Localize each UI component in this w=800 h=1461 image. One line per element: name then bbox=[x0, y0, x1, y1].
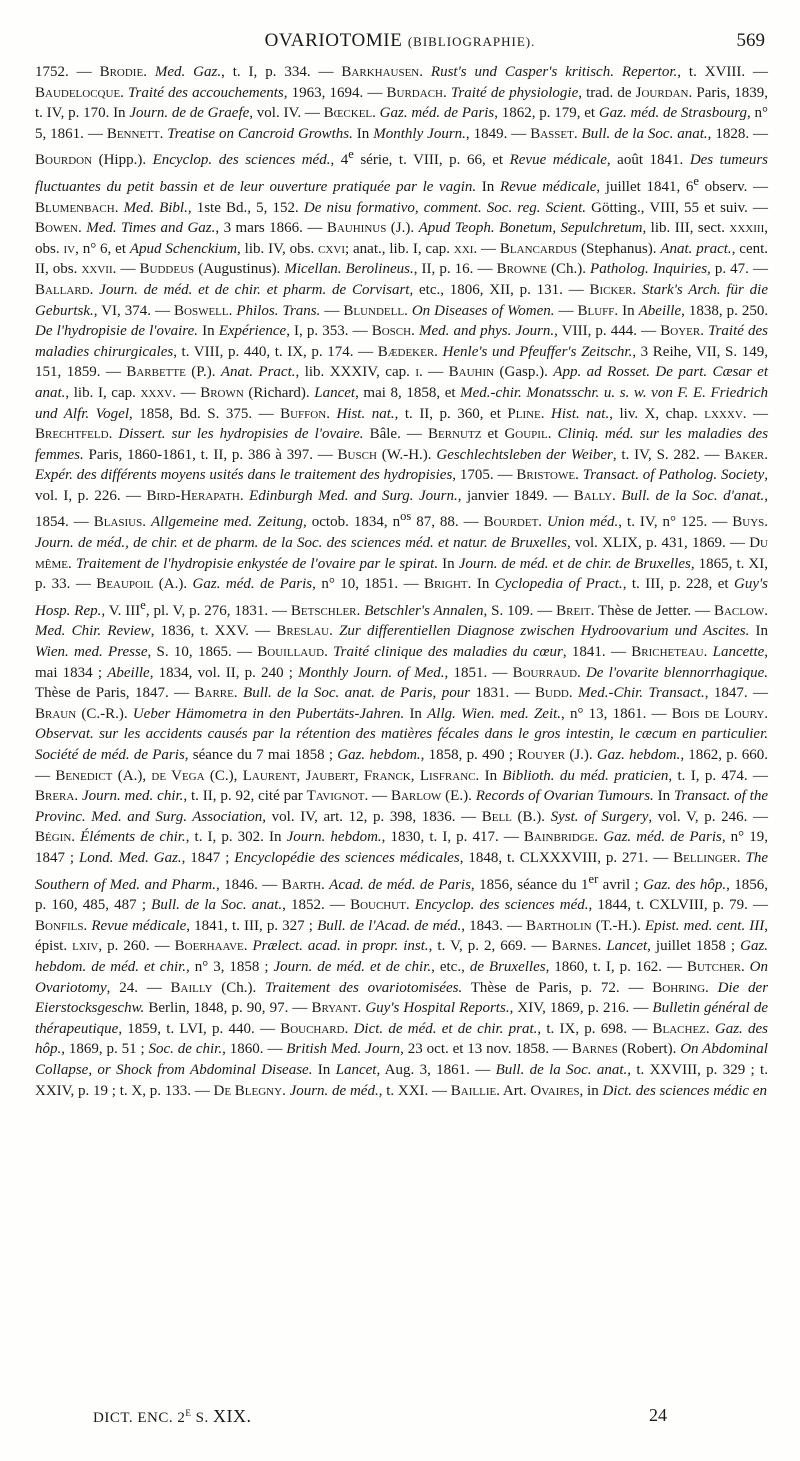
running-title bbox=[35, 30, 765, 52]
footer-volume: DICT. ENC. 2e S. XIX. bbox=[93, 1405, 252, 1426]
title-text: OVARIOTOMIE bbox=[264, 30, 403, 51]
page-number: 569 bbox=[736, 30, 765, 51]
bibliography-text: 1752. — Brodie. Med. Gaz., t. I, p. 334. — Barkhausen. Rust's und Casper's kritisch. Repertor., t. XVIII. — Baudelocque. Traité des accouchements, 1963, 1694. — Burdach. Traité de physiologie, trad. de Jourdan. Paris, 1839, t. IV, p. 170. In Journ. de de Graefe, vol. IV. — Bœckel. Gaz. méd. de Paris, 1862, p. 179, et Gaz. méd. de Strasbourg, n° 5, 1861. — Bennett. Treatise on Cancroid Growths. In Monthly Journ., 1849. — Basset. Bull. de la Soc. anat., 1828. — Bourdon (Hipp.). Encyclop. des sciences méd., 4e série, t. VIII, p. 66, et Revue médicale, août 1841. Des tumeurs fluctuantes du petit bassin et de leur ouverture pratiquée par le vagin. In Revue médicale, juillet 1841, 6e observ. — Blumenbach. Med. Bibl., 1ste Bd., 5, 152. De nisu formativo, comment. Soc. reg. Scient. Götting., VIII, 55 et suiv. — Bowen. Med. Times and Gaz., 3 mars 1866. — Bauhinus (J.). Apud Teoph. Bonetum, Sepulchretum, lib. III, sect. xxxiii, obs. iv, n° 6, et Apud Schenckium, lib. IV, obs. cxvi; anat., lib. I, cap. xxi. — Blancardus (Stephanus). Anat. pract., cent. II, obs. xxvii. — Buddeus (Augustinus). Micellan. Berolineus., II, p. 16. — Browne (Ch.). Patholog. Inquiries, p. 47. — Ballard. Journ. de méd. et de chir. et pharm. de Corvisart, etc., 1806, XII, p. 131. — Bicker. Stark's Arch. für die Geburtsk., VI, 374. — Boswell. Philos. Trans. — Blundell. On Diseases of Women. — Bluff. In Abeille, 1838, p. 250. De l'hydropisie de l'ovaire. In Expérience, I, p. 353. — Bosch. Med. and phys. Journ., VIII, p. 444. — Boyer. Traité des maladies chirurgicales, t. VIII, p. 440, t. IX, p. 174. — Bædeker. Henle's und Pfeuffer's Zeitschr., 3 Reihe, VII, S. 149, 151, 1859. — Barbette (P.). Anat. Pract., lib. XXXIV, cap. i. — Bauhin (Gasp.). App. ad Rosset. De part. Cæsar et anat., lib. I, cap. xxxv. — Brown (Richard). Lancet, mai 8, 1858, et Med.-chir. Monatsschr. u. s. w. von F. E. Friedrich und Alfr. Vogel, 1858, Bd. S. 375. — Buffon. Hist. nat., t. II, p. 360, et Pline. Hist. nat., liv. X, chap. lxxxv. — Brechtfeld. Dissert. sur les hydropisies de l'ovaire. Bâle. — Bernutz et Goupil. Cliniq. méd. sur les maladies des femmes. Paris, 1860-1861, t. II, p. 386 à 397. — Busch (W.-H.). Geschlechtsleben der Weiber, t. IV, S. 282. — Baker. Expér. des différents moyens usités dans le traitement des hydropisies, 1705. — Bristowe. Transact. of Patholog. Society, vol. I, p. 226. — Bird-Herapath. Edinburgh Med. and Surg. Journ., janvier 1849. — Bally. Bull. de la Soc. d'anat., 1854. — Blasius. Allgemeine med. Zeitung, octob. 1834, $n^{os}$ 87, 88. — Bourdet. Union méd., t. IV, n° 125. — Buys. Journ. de méd., de chir. et de pharm. de la Soc. des sciences méd. et natur. de Bruxelles, vol. XLIX, p. 431, 1869. — Du même. Traitement de l'hydropisie enkystée de l'ovaire par le spirat. In Journ. de méd. et de chir. de Bruxelles, 1865, t. XI, p. 33. — Beaupoil (A.). Gaz. méd. de Paris, n° 10, 1851. — Bright. In Cyclopedia of Pract., t. III, p. 228, et Guy's Hosp. Rep., V. IIIe, pl. V, p. 276, 1831. — Betschler. Betschler's Annalen, S. 109. — Breit. Thèse de Jetter. — Baclow. Med. Chir. Review, 1836, t. XXV. — Breslau. Zur differentiellen Diagnose zwischen Hydroovarium und Ascites. In Wien. med. Presse, S. 10, 1865. — Bouillaud. Traité clinique des maladies du cœur, 1841. — Bricheteau. Lancette, mai 1834 ; Abeille, 1834, vol. II, p. 240 ; Monthly Journ. of Med., 1851. — Bourraud. De l'ovarite blennorrhagique. Thèse de Paris, 1847. — Barre. Bull. de la Soc. anat. de Paris, pour 1831. — Budd. Med.-Chir. Transact., 1847. — Braun (C.-R.). Ueber Hämometra in den Pubertäts-Jahren. In Allg. Wien. med. Zeit., n° 13, 1861. — Bois de Loury. Observat. sur les accidents causés par la rétention des matières fécales dans le gros intestin, le cæcum en particulier. Société de méd. de Paris, séance du 7 mai 1858 ; Gaz. hebdom., 1858, p. 490 ; Rouyer (J.). Gaz. hebdom., 1862, p. 660. — Benedict (A.), de Vega (C.), Laurent, Jaubert, Franck, Lisfranc. In Biblioth. du méd. praticien, t. I, p. 474. — Brera. Journ. med. chir., t. II, p. 92, cité par Tavignot. — Barlow (E.). Records of Ovarian Tumours. In Transact. of the Provinc. Med. and Surg. Association, vol. IV, art. 12, p. 398, 1836. — Bell (B.). Syst. of Surgery, vol. V, p. 246. — Bégin. Éléments de chir., t. I, p. 302. In Journ. hebdom., 1830, t. I, p. 417. — Bainbridge. Gaz. méd. de Paris, n° 19, 1847 ; Lond. Med. Gaz., 1847 ; Encyclopédie des sciences médicales, 1848, t. CLXXXVIII, p. 271. — Bellinger. The Southern of Med. and Pharm., 1846. — Barth. Acad. de méd. de Paris, 1856, séance du 1er avril ; Gaz. des hôp., 1856, p. 160, 485, 487 ; Bull. de la Soc. anat., 1852. — Bouchut. Encyclop. des sciences méd., 1844, t. CXLVIII, p. 79. — Bonfils. Revue médicale, 1841, t. III, p. 327 ; Bull. de l'Acad. de méd., 1843. — Bartholin (T.-H.). Epist. med. cent. III, épist. lxiv, p. 260. — Boerhaave. Prælect. acad. in propr. inst., t. V, p. 2, 669. — Barnes. Lancet, juillet 1858 ; Gaz. hebdom. de méd. et chir., n° 3, 1858 ; Journ. de méd. et de chir., etc., de Bruxelles, 1860, t. I, p. 162. — Butcher. On Ovariotomy, 24. — Bailly (Ch.). Traitement des ovariotomisées. Thèse de Paris, p. 72. — Bohring. Die der Eierstocksgeschw. Berlin, 1848, p. 90, 97. — Bryant. Guy's Hospital Reports., XIV, 1869, p. 216. — Bulletin général de thérapeutique, 1859, t. LVI, p. 440. — Bouchard. Dict. de méd. et de chir. prat., t. IX, p. 698. — Blachez. Gaz. des hôp., 1869, p. 51 ; Soc. de chir., 1860. — British Med. Journ, 23 oct. et 13 nov. 1858. — Barnes (Robert). On Abdominal Collapse, or Shock from Abdominal Disease. In Lancet, Aug. 3, 1861. — Bull. de la Soc. anat., t. XXVIII, p. 329 ; t. XXIV, p. 19 ; t. X, p. 133. — De Blegny. Journ. de méd., t. XXI. — Baillie. Art. Ovaires, in Dict. des sciences médic en bbox=[35, 64, 769, 1099]
page-footer bbox=[35, 1405, 765, 1429]
bibliography-body bbox=[35, 62, 768, 1101]
title-subtitle: (BIBLIOGRAPHIE). bbox=[407, 34, 536, 49]
page-header bbox=[35, 30, 765, 56]
footer-signature: 24 bbox=[649, 1405, 667, 1425]
